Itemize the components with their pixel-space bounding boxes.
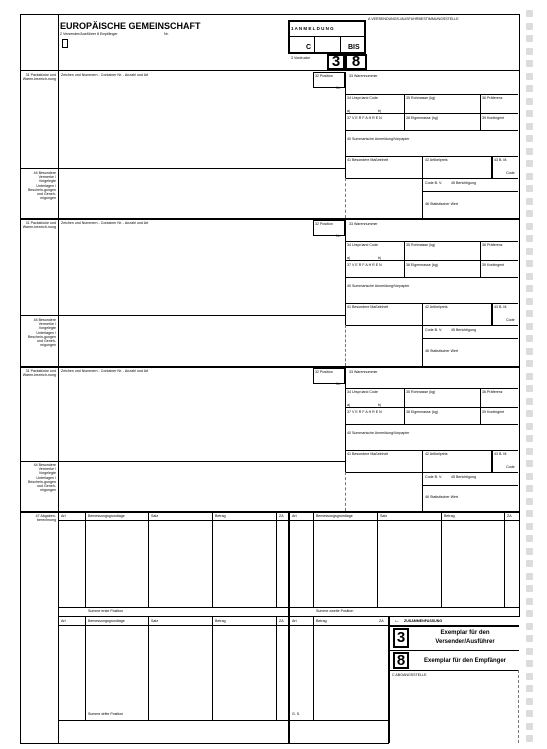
code-bv-label: Code B. V.	[425, 475, 443, 479]
perforation-hole	[526, 98, 533, 105]
code-bv-label: Code B. V.	[425, 181, 443, 185]
packstuecke-label: 31 Packstücke und Waren-bezeich-nung	[22, 73, 56, 82]
perforation-hole	[526, 585, 533, 592]
berichtigung-label: 45 Berichtigung	[451, 328, 476, 332]
copy-digit-8: 8	[396, 652, 406, 669]
satz-header: Satz	[380, 514, 388, 518]
zeichen-label: Zeichen und Nummern - Container Nr. - Anzahl und Art	[61, 369, 149, 373]
c-label: C	[306, 44, 312, 51]
praeferenz-label: 36 Präferenz	[482, 96, 503, 100]
perforation-hole	[526, 660, 533, 667]
code-label: Code	[506, 318, 515, 322]
verfahren-label: 37 V E R F A H R E N	[347, 116, 382, 120]
perforation-hole	[526, 23, 533, 30]
perforation-hole	[526, 85, 533, 92]
perforation-hole	[526, 285, 533, 292]
perforation-hole	[526, 448, 533, 455]
artikelpreis-label: 42 Artikelpreis	[425, 158, 448, 162]
perforation-hole	[526, 635, 533, 642]
kontingent-label: 39 Kontingent	[482, 263, 505, 267]
kontingent-label: 39 Kontingent	[482, 410, 505, 414]
abgaben-label: 47 Abgaben-berechnung	[35, 514, 56, 523]
art-header: Art	[61, 619, 66, 623]
perforation-strip	[524, 10, 536, 745]
perforation-hole	[526, 310, 533, 317]
perforation-hole	[526, 60, 533, 67]
perforation-hole	[526, 398, 533, 405]
warennummer-label: 33 Warennummer	[349, 222, 378, 226]
bemessung-header: Bemessungsgrundlage	[88, 514, 125, 518]
besondere-label: 44 Besondere Vermerke / Vorgelegte Unterlagen / Beschein-gungen und Geneh-migungen	[28, 318, 56, 348]
perforation-hole	[526, 548, 533, 555]
perforation-hole	[526, 435, 533, 442]
zeichen-label: Zeichen und Nummern - Container Nr. - Anzahl und Art	[61, 73, 149, 77]
nr-label: Nr.	[164, 32, 169, 36]
betrag-header: Betrag	[316, 619, 327, 623]
perforation-hole	[526, 610, 533, 617]
perforation-hole	[526, 48, 533, 55]
arrow-left-icon: ←	[394, 618, 400, 624]
checkbox[interactable]	[62, 39, 68, 48]
art-header: Art	[292, 514, 297, 518]
versender-label: 2 Versender/Ausführer 8 Empfänger	[60, 32, 118, 36]
perforation-hole	[526, 698, 533, 705]
perforation-hole	[526, 110, 533, 117]
perforation-hole	[526, 723, 533, 730]
summe-zweite: Summe zweite Position	[316, 609, 354, 613]
za-header: ZA	[279, 514, 284, 518]
position-label: 32 Position	[315, 370, 333, 374]
betrag-header: Betrag	[444, 514, 455, 518]
perforation-hole	[526, 485, 533, 492]
urspland-label: 34 Urspr.land Code	[347, 243, 378, 247]
perforation-hole	[526, 473, 533, 480]
verfahren-label: 37 V E R F A H R E N	[347, 263, 382, 267]
perforation-hole	[526, 35, 533, 42]
satz-header: Satz	[151, 619, 159, 623]
perforation-hole	[526, 523, 533, 530]
code-b-label: b|	[378, 256, 381, 260]
art-header: Art	[292, 619, 297, 623]
za-header: ZA	[279, 619, 284, 623]
summarische-label: 40 Summarische Anmeldung/Vorpapier	[347, 137, 410, 141]
artikelpreis-label: 42 Artikelpreis	[425, 452, 448, 456]
bemessung-header: Bemessungsgrundlage	[88, 619, 125, 623]
versendungsland-label: A VERSENDUNGS-/AUSFUHRBESTIMMUNGSSTELLE	[368, 17, 459, 21]
masseinheit-label: 41 Besondere Maßeinheit	[347, 158, 389, 162]
berichtigung-label: 45 Berichtigung	[451, 181, 476, 185]
perforation-hole	[526, 385, 533, 392]
perforation-hole	[526, 198, 533, 205]
perforation-hole	[526, 410, 533, 417]
berichtigung-label: 45 Berichtigung	[451, 475, 476, 479]
copy-label-8: Exemplar für den Empfänger	[423, 658, 507, 664]
perforation-hole	[526, 510, 533, 517]
code-b-label: b|	[378, 109, 381, 113]
za-header: ZA	[379, 619, 384, 623]
code-b-label: b|	[378, 403, 381, 407]
perforation-hole	[526, 248, 533, 255]
nr-label: Nr.	[336, 234, 341, 238]
perforation-hole	[526, 673, 533, 680]
bm-label: 43 B. M.	[494, 452, 508, 456]
gs-label: G. S.	[292, 712, 301, 716]
perforation-hole	[526, 710, 533, 717]
position-label: 32 Position	[315, 222, 333, 226]
perforation-hole	[526, 373, 533, 380]
nr-label: Nr.	[336, 86, 341, 90]
warennummer-label: 33 Warennummer	[349, 370, 378, 374]
eigenmasse-label: 38 Eigenmasse (kg)	[406, 410, 438, 414]
copy-digit-left: 3	[331, 53, 341, 70]
rohmasse-label: 35 Rohmasse (kg)	[406, 390, 436, 394]
zusammenfassung-label: ZUSAMMENFASSUNG	[404, 619, 443, 623]
packstuecke-label: 31 Packstücke und Waren-bezeich-nung	[22, 221, 56, 230]
perforation-hole	[526, 123, 533, 130]
perforation-hole	[526, 210, 533, 217]
code-label: Code	[506, 171, 515, 175]
perforation-hole	[526, 573, 533, 580]
statistischer-wert-label: 46 Statistischer Wert	[425, 495, 459, 499]
perforation-hole	[526, 160, 533, 167]
eigenmasse-label: 38 Eigenmasse (kg)	[406, 116, 438, 120]
code-a-label: a|	[347, 256, 350, 260]
bis-label: BIS	[348, 44, 360, 51]
perforation-hole	[526, 148, 533, 155]
code-bv-label: Code B. V.	[425, 328, 443, 332]
perforation-hole	[526, 185, 533, 192]
code-a-label: a|	[347, 109, 350, 113]
perforation-hole	[526, 648, 533, 655]
summe-erste: Summe erste Position	[88, 609, 124, 613]
betrag-header: Betrag	[215, 514, 226, 518]
statistischer-wert-label: 46 Statistischer Wert	[425, 202, 459, 206]
kontingent-label: 39 Kontingent	[482, 116, 505, 120]
urspland-label: 34 Urspr.land Code	[347, 390, 378, 394]
perforation-hole	[526, 173, 533, 180]
abgangsstelle-label: C ABGANGSSTELLE	[392, 673, 427, 677]
urspland-label: 34 Urspr.land Code	[347, 96, 378, 100]
perforation-hole	[526, 685, 533, 692]
perforation-hole	[526, 460, 533, 467]
art-header: Art	[61, 514, 66, 518]
statistischer-wert-label: 46 Statistischer Wert	[425, 349, 459, 353]
perforation-hole	[526, 323, 533, 330]
anmeldung-label: 1 A N M E L D U N G	[291, 26, 334, 31]
satz-header: Satz	[151, 514, 159, 518]
masseinheit-label: 41 Besondere Maßeinheit	[347, 452, 389, 456]
rohmasse-label: 35 Rohmasse (kg)	[406, 243, 436, 247]
bm-label: 43 B. M.	[494, 305, 508, 309]
summarische-label: 40 Summarische Anmeldung/Vorpapier	[347, 284, 410, 288]
perforation-hole	[526, 260, 533, 267]
perforation-hole	[526, 535, 533, 542]
perforation-hole	[526, 348, 533, 355]
code-a-label: a|	[347, 403, 350, 407]
perforation-hole	[526, 623, 533, 630]
perforation-hole	[526, 135, 533, 142]
verfahren-label: 37 V E R F A H R E N	[347, 410, 382, 414]
bm-label: 43 B. M.	[494, 158, 508, 162]
masseinheit-label: 41 Besondere Maßeinheit	[347, 305, 389, 309]
betrag-header: Betrag	[215, 619, 226, 623]
praeferenz-label: 36 Präferenz	[482, 243, 503, 247]
zeichen-label: Zeichen und Nummern - Container Nr. - Anzahl und Art	[61, 221, 149, 225]
eigenmasse-label: 38 Eigenmasse (kg)	[406, 263, 438, 267]
perforation-hole	[526, 10, 533, 17]
form-title: EUROPÄISCHE GEMEINSCHAFT	[60, 21, 201, 31]
artikelpreis-label: 42 Artikelpreis	[425, 305, 448, 309]
rohmasse-label: 35 Rohmasse (kg)	[406, 96, 436, 100]
perforation-hole	[526, 360, 533, 367]
perforation-hole	[526, 223, 533, 230]
vordrucke-label: 3 Vordrucke	[291, 56, 311, 60]
besondere-label: 44 Besondere Vermerke / Vorgelegte Unterlagen / Beschein-gungen und Geneh-migungen	[28, 171, 56, 201]
warennummer-label: 33 Warennummer	[349, 74, 378, 78]
packstuecke-label: 31 Packstücke und Waren-bezeich-nung	[22, 369, 56, 378]
copy-digit-3: 3	[396, 629, 406, 646]
perforation-hole	[526, 73, 533, 80]
summe-dritte: Summe dritte Position	[88, 712, 124, 716]
perforation-hole	[526, 273, 533, 280]
copy-digit-right: 8	[351, 53, 361, 70]
perforation-hole	[526, 598, 533, 605]
code-label: Code	[506, 465, 515, 469]
perforation-hole	[526, 560, 533, 567]
perforation-hole	[526, 335, 533, 342]
summarische-label: 40 Summarische Anmeldung/Vorpapier	[347, 431, 410, 435]
nr-label: Nr.	[336, 382, 341, 386]
perforation-hole	[526, 735, 533, 742]
perforation-hole	[526, 423, 533, 430]
perforation-hole	[526, 235, 533, 242]
perforation-hole	[526, 498, 533, 505]
za-header: ZA	[507, 514, 512, 518]
besondere-label: 44 Besondere Vermerke / Vorgelegte Unterlagen / Beschein-gungen und Geneh-migungen	[28, 463, 56, 493]
praeferenz-label: 36 Präferenz	[482, 390, 503, 394]
perforation-hole	[526, 298, 533, 305]
copy-label-3: Exemplar für den Versender/Ausführer	[435, 630, 495, 645]
position-label: 32 Position	[315, 74, 333, 78]
bemessung-header: Bemessungsgrundlage	[316, 514, 353, 518]
